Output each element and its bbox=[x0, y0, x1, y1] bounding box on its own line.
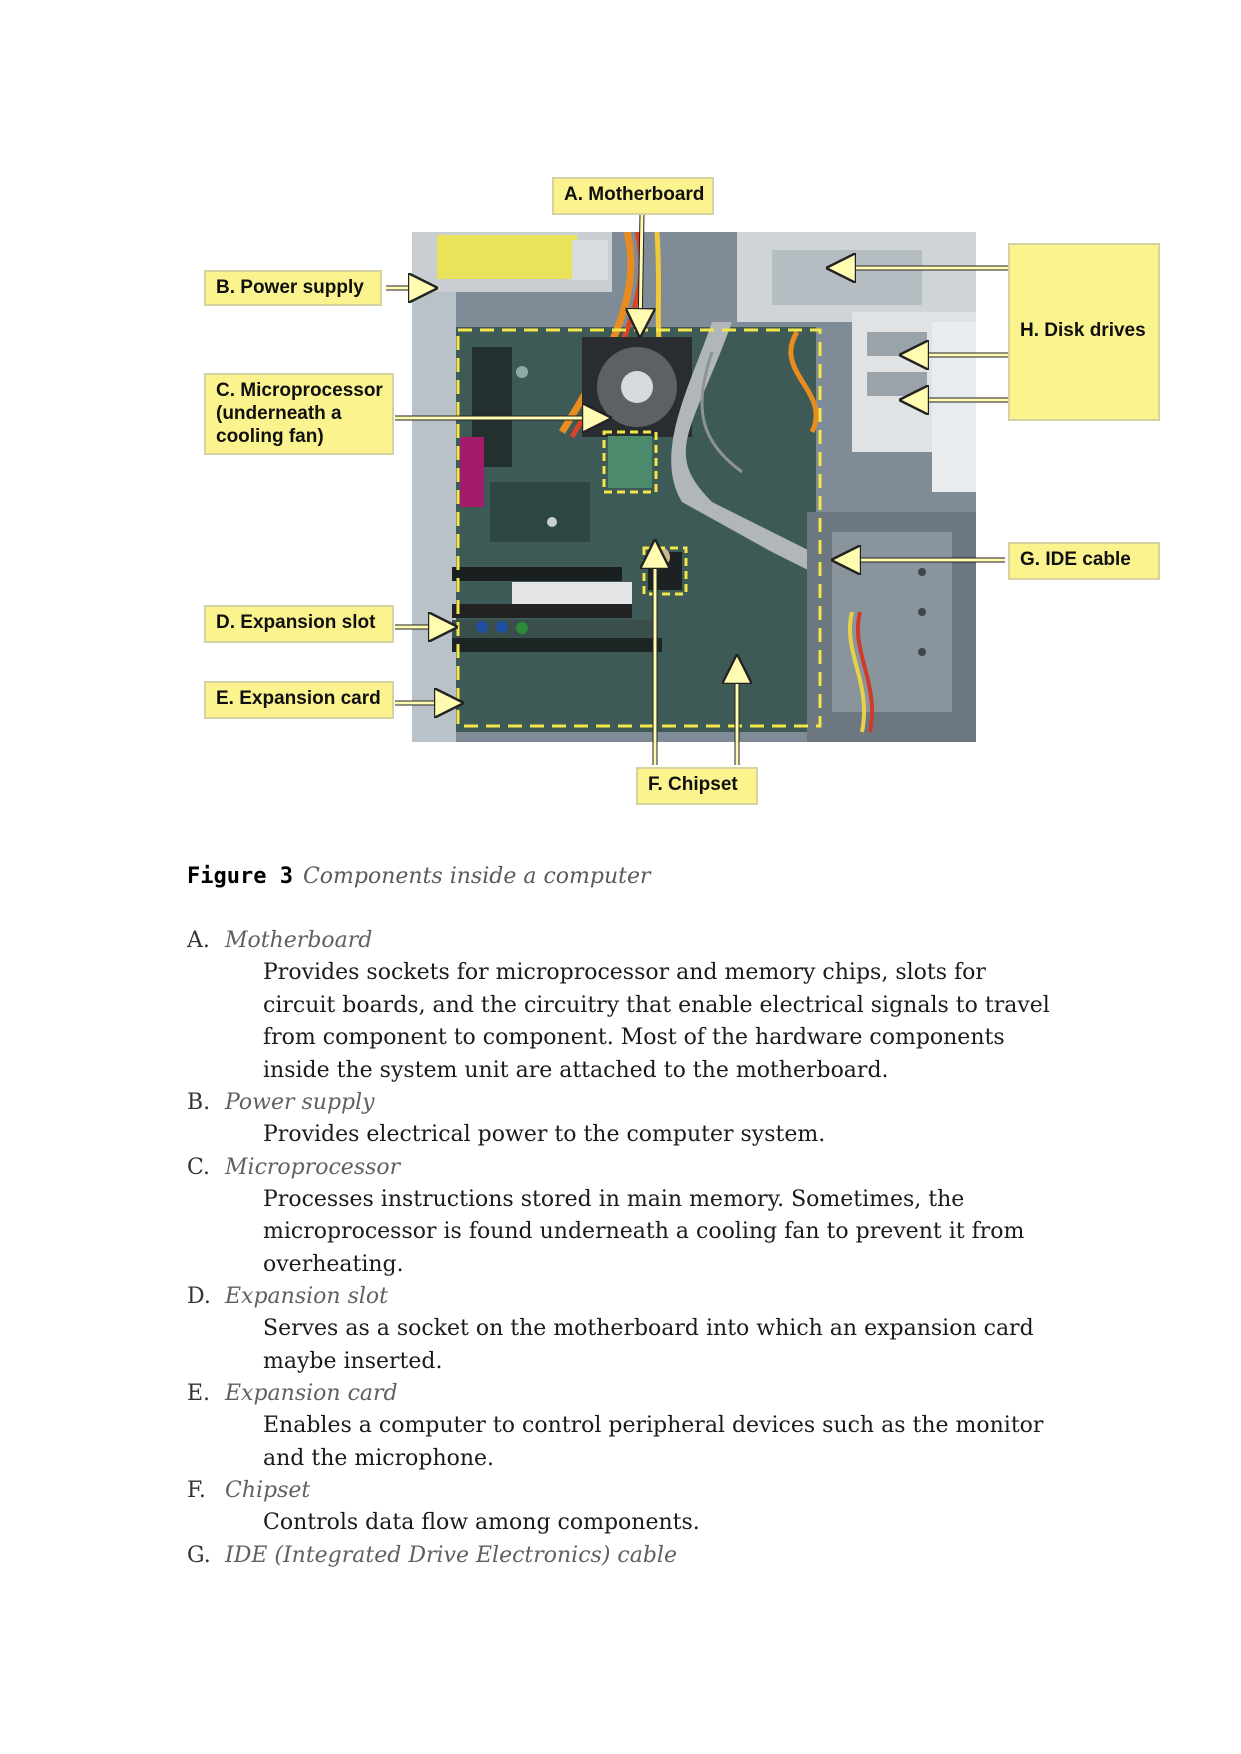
figure-caption bbox=[187, 864, 651, 889]
term-name: Motherboard bbox=[225, 928, 373, 953]
callout-chipset: F. Chipset bbox=[636, 767, 758, 805]
arrow-motherboard bbox=[640, 214, 642, 332]
term-power-supply bbox=[187, 1087, 1067, 1152]
term-letter: B. bbox=[187, 1090, 211, 1115]
term-name: Chipset bbox=[225, 1478, 311, 1503]
callout-ide-cable: G. IDE cable bbox=[1008, 542, 1160, 580]
term-description: Controls data flow among components. bbox=[263, 1510, 700, 1535]
term-name: IDE (Integrated Drive Electronics) cable bbox=[225, 1542, 677, 1568]
term-letter: E. bbox=[187, 1381, 211, 1406]
term-description: Enables a computer to control peripheral devices such as the monitor and the microphone. bbox=[263, 1413, 1044, 1471]
term-description: Processes instructions stored in main memory. Sometimes, the microprocessor is found underneath a cooling fan to prevent it from overheating. bbox=[263, 1186, 1025, 1277]
term-letter: C. bbox=[187, 1154, 211, 1180]
term-name: Microprocessor bbox=[225, 1154, 401, 1180]
figure-title: Components inside a computer bbox=[302, 864, 651, 889]
term-description: Provides electrical power to the computer system. bbox=[263, 1122, 826, 1147]
term-letter: A. bbox=[187, 928, 210, 953]
term-name: Expansion card bbox=[225, 1381, 398, 1406]
term-name: Expansion slot bbox=[225, 1284, 388, 1309]
term-microprocessor bbox=[187, 1152, 1067, 1282]
callout-power-supply: B. Power supply bbox=[204, 270, 382, 306]
term-ide-cable bbox=[187, 1540, 1067, 1572]
term-description: Serves as a socket on the motherboard into which an expansion card maybe inserted. bbox=[263, 1316, 1034, 1374]
term-description: Provides sockets for microprocessor and memory chips, slots for circuit boards, and the circuitry that enable electrical signals to travel from component to component. Most of the hardware components inside the system unit are attached to the motherboard. bbox=[263, 960, 1050, 1083]
term-expansion-card bbox=[187, 1378, 1067, 1475]
callout-microprocessor: C. Microprocessor (underneath a cooling fan) bbox=[204, 373, 394, 455]
callout-motherboard: A. Motherboard bbox=[552, 177, 714, 215]
component-definitions bbox=[187, 925, 1067, 1572]
term-chipset bbox=[187, 1475, 1067, 1540]
callout-expansion-slot: D. Expansion slot bbox=[204, 605, 394, 643]
term-name: Power supply bbox=[225, 1090, 375, 1115]
callout-expansion-card: E. Expansion card bbox=[204, 681, 394, 719]
components-figure bbox=[0, 0, 1241, 840]
term-expansion-slot bbox=[187, 1281, 1067, 1378]
term-letter: D. bbox=[187, 1284, 211, 1309]
term-letter: F. bbox=[187, 1478, 206, 1503]
term-letter: G. bbox=[187, 1542, 211, 1568]
term-motherboard bbox=[187, 925, 1067, 1087]
callout-disk-drives: H. Disk drives bbox=[1008, 243, 1160, 421]
figure-label: Figure 3 bbox=[187, 864, 293, 889]
